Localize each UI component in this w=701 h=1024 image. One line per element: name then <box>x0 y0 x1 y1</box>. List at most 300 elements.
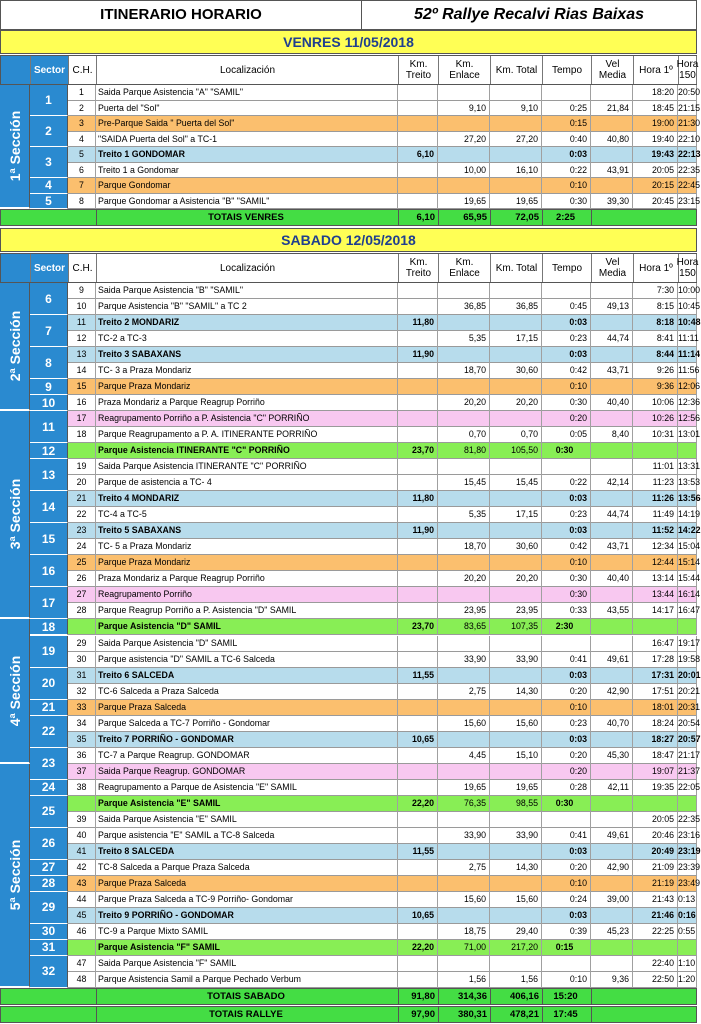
cell-h150 <box>678 940 697 956</box>
cell-ch: 3 <box>68 116 96 132</box>
itinerary-row <box>68 732 701 748</box>
cell-ch: 9 <box>68 283 96 299</box>
cell-loc: Saida Parque Asistencia "B" "SAMIL" <box>96 283 398 299</box>
sector-cell: 13 <box>30 459 68 491</box>
cell-loc: Praza Mondariz a Parque Reagrup Porriño <box>96 571 398 587</box>
cell-km <box>398 828 438 844</box>
total-spacer <box>1 210 97 225</box>
cell-km: 11,80 <box>398 491 438 507</box>
cell-km <box>398 892 438 908</box>
cell-h150: 0:13 <box>678 892 697 908</box>
itinerary-row <box>68 908 697 924</box>
itinerary-row <box>68 636 701 652</box>
cell-tot: 15,60 <box>490 716 542 732</box>
cell-h150: 20:31 <box>678 700 697 716</box>
cell-tem: 0:24 <box>542 892 591 908</box>
sector-cell: 5 <box>30 194 68 210</box>
cell-km <box>398 603 438 619</box>
cell-tem: 0:03 <box>542 491 591 507</box>
cell-h150: 15:04 <box>678 539 697 555</box>
cell-h1: 8:41 <box>633 331 678 347</box>
itinerary-row <box>68 379 701 395</box>
itinerary-row <box>68 812 701 828</box>
day-title: SABADO 12/05/2018 <box>0 228 697 252</box>
cell-tem: 0:03 <box>542 908 591 924</box>
total-spacer <box>1 989 97 1004</box>
cell-loc: Parque Gondomar <box>96 178 398 194</box>
total-tem: 15:20 <box>543 989 592 1004</box>
sector-cell: 7 <box>30 315 68 347</box>
cell-h1: 12:44 <box>633 555 678 571</box>
cell-loc: TC-2 a TC-3 <box>96 331 398 347</box>
itinerary-row <box>68 395 701 411</box>
column-tem: Tempo <box>543 56 592 84</box>
cell-ch: 31 <box>68 668 96 684</box>
cell-loc: Parque Asistencia "B" "SAMIL" a TC 2 <box>96 299 398 315</box>
cell-h1: 11:52 <box>633 523 678 539</box>
cell-ch: 12 <box>68 331 96 347</box>
cell-tot: 107,35 <box>490 619 542 635</box>
cell-enl: 19,65 <box>438 780 490 796</box>
itinerary-row <box>68 924 697 940</box>
cell-enl: 27,20 <box>438 132 490 148</box>
cell-loc: Treito 8 SALCEDA <box>96 844 398 860</box>
cell-h150: 11:14 <box>678 347 697 363</box>
cell-ch: 27 <box>68 587 96 603</box>
cell-loc: Treito 4 MONDARIZ <box>96 491 398 507</box>
cell-h1: 11:01 <box>633 459 678 475</box>
cell-km <box>398 194 438 210</box>
cell-ch: 21 <box>68 491 96 507</box>
cell-tem: 0:03 <box>542 523 591 539</box>
cell-ch: 20 <box>68 475 96 491</box>
cell-h1: 17:28 <box>633 652 678 668</box>
sector-cell: 6 <box>30 283 68 315</box>
cell-ch: 17 <box>68 411 96 427</box>
cell-loc: Pre-Parque Saida " Puerta del Sol" <box>96 116 398 132</box>
cell-km <box>398 684 438 700</box>
cell-loc: Treito 9 PORRIÑO - GONDOMAR <box>96 908 398 924</box>
cell-vel: 49,61 <box>591 652 633 668</box>
cell-km <box>398 507 438 523</box>
cell-vel: 39,30 <box>591 194 633 210</box>
cell-vel: 42,14 <box>591 475 633 491</box>
sector-cell: 10 <box>30 395 68 411</box>
cell-h1: 22:25 <box>633 924 678 940</box>
cell-tem: 0:10 <box>542 972 591 988</box>
cell-loc: Parque Salceda a TC-7 Porriño - Gondomar <box>96 716 398 732</box>
cell-tem: 0:05 <box>542 427 591 443</box>
cell-tot <box>490 555 542 571</box>
cell-h1: 22:40 <box>633 956 678 972</box>
itinerary-row <box>68 147 701 163</box>
cell-h1: 13:44 <box>633 587 678 603</box>
itinerary-row <box>68 972 697 988</box>
section-label: 3ª Sección <box>6 479 23 550</box>
cell-tem <box>542 636 591 652</box>
cell-vel: 45,30 <box>591 748 633 764</box>
cell-tem: 0:23 <box>542 716 591 732</box>
cell-km <box>398 860 438 876</box>
cell-h150: 12:56 <box>678 411 697 427</box>
cell-km: 22,20 <box>398 940 438 956</box>
cell-loc: Saida Parque Asistencia "E" SAMIL <box>96 812 398 828</box>
cell-h1: 12:34 <box>633 539 678 555</box>
cell-tot <box>490 876 542 892</box>
cell-tot: 15,45 <box>490 475 542 491</box>
cell-ch: 15 <box>68 379 96 395</box>
column-h1: Hora 1º <box>634 254 679 282</box>
section-label: 1ª Sección <box>6 110 23 182</box>
cell-ch: 42 <box>68 860 96 876</box>
cell-km <box>398 972 438 988</box>
cell-tot <box>490 85 542 101</box>
cell-ch <box>68 619 96 635</box>
cell-vel <box>591 636 633 652</box>
cell-loc: TC- 3 a Praza Mondariz <box>96 363 398 379</box>
cell-h1: 20:49 <box>633 844 678 860</box>
total-tot: 478,21 <box>491 1007 543 1022</box>
cell-vel <box>591 700 633 716</box>
section-label: 2ª Sección <box>6 310 23 382</box>
cell-h1: 20:05 <box>633 812 678 828</box>
cell-km <box>398 459 438 475</box>
corner-cell <box>1 254 31 282</box>
sector-cell: 2 <box>30 116 68 147</box>
cell-ch: 7 <box>68 178 96 194</box>
cell-loc: TC-8 Salceda a Parque Praza Salceda <box>96 860 398 876</box>
cell-km <box>398 132 438 148</box>
cell-vel <box>591 379 633 395</box>
cell-loc: Treito 5 SABAXANS <box>96 523 398 539</box>
cell-enl: 33,90 <box>438 652 490 668</box>
column-km: Km. Treito <box>399 254 439 282</box>
cell-enl: 2,75 <box>438 684 490 700</box>
column-sector: Sector <box>31 56 69 84</box>
total-enl: 65,95 <box>439 210 491 225</box>
cell-ch: 18 <box>68 427 96 443</box>
total-tot: 406,16 <box>491 989 543 1004</box>
cell-tot: 29,40 <box>490 924 542 940</box>
cell-ch: 48 <box>68 972 96 988</box>
sector-cell: 25 <box>30 796 68 828</box>
cell-tem: 0:10 <box>542 178 591 194</box>
total-enl: 380,31 <box>439 1007 491 1022</box>
cell-vel <box>591 443 633 459</box>
cell-km <box>398 427 438 443</box>
cell-h150 <box>678 443 697 459</box>
cell-h150: 22:10 <box>678 132 697 148</box>
cell-h1: 20:05 <box>633 163 678 179</box>
itinerary-row <box>68 876 701 892</box>
cell-loc: Treito 6 SALCEDA <box>96 668 398 684</box>
cell-ch: 30 <box>68 652 96 668</box>
cell-enl <box>438 636 490 652</box>
cell-h1: 21:43 <box>633 892 678 908</box>
cell-km: 11,55 <box>398 844 438 860</box>
cell-enl: 5,35 <box>438 507 490 523</box>
cell-vel <box>591 908 633 924</box>
cell-tem: 0:30 <box>542 571 591 587</box>
cell-loc: TC-7 a Parque Reagrup. GONDOMAR <box>96 748 398 764</box>
cell-vel <box>591 85 633 101</box>
cell-vel: 43,55 <box>591 603 633 619</box>
cell-enl: 18,70 <box>438 363 490 379</box>
column-h1: Hora 1º <box>634 56 679 84</box>
sector-cell: 12 <box>30 443 68 459</box>
cell-tot: 14,30 <box>490 684 542 700</box>
cell-h150: 1:20 <box>678 972 697 988</box>
cell-h1: 19:07 <box>633 764 678 780</box>
itinerary-row <box>68 116 701 132</box>
section-band <box>0 619 30 763</box>
cell-h1: 7:30 <box>633 283 678 299</box>
cell-tot <box>490 700 542 716</box>
cell-km <box>398 539 438 555</box>
cell-tot: 36,85 <box>490 299 542 315</box>
cell-h150: 22:45 <box>678 178 697 194</box>
cell-ch: 16 <box>68 395 96 411</box>
cell-km <box>398 764 438 780</box>
cell-km <box>398 956 438 972</box>
itinerary-row <box>68 507 701 523</box>
cell-tem: 0:33 <box>542 603 591 619</box>
itinerary-row <box>68 475 701 491</box>
cell-ch: 19 <box>68 459 96 475</box>
column-tot: Km. Total <box>491 56 543 84</box>
cell-tot <box>490 116 542 132</box>
cell-h1: 8:18 <box>633 315 678 331</box>
cell-vel: 44,74 <box>591 507 633 523</box>
cell-tem: 0:10 <box>542 379 591 395</box>
cell-vel: 43,91 <box>591 163 633 179</box>
cell-tem: 0:10 <box>542 876 591 892</box>
cell-h150: 19:58 <box>678 652 697 668</box>
cell-vel: 42,90 <box>591 684 633 700</box>
cell-loc: Parque Asistencia ITINERANTE "C" PORRIÑO <box>96 443 398 459</box>
section-band <box>0 764 30 988</box>
sector-cell: 1 <box>30 85 68 116</box>
cell-h1: 11:23 <box>633 475 678 491</box>
cell-vel: 40,40 <box>591 395 633 411</box>
cell-h150: 10:45 <box>678 299 697 315</box>
itinerary-row <box>68 619 697 635</box>
cell-tot <box>490 587 542 603</box>
cell-h1: 21:46 <box>633 908 678 924</box>
cell-enl <box>438 459 490 475</box>
cell-tem: 0:45 <box>542 299 591 315</box>
cell-ch: 39 <box>68 812 96 828</box>
cell-tem: 0:20 <box>542 860 591 876</box>
cell-tem <box>542 812 591 828</box>
cell-tot: 33,90 <box>490 828 542 844</box>
total-label: TOTAIS VENRES <box>97 210 399 225</box>
cell-vel <box>591 555 633 571</box>
itinerary-row <box>68 780 701 796</box>
cell-h1: 18:47 <box>633 748 678 764</box>
cell-tot: 27,20 <box>490 132 542 148</box>
cell-tot <box>490 315 542 331</box>
section-label: 4ª Sección <box>6 655 23 726</box>
cell-h1 <box>633 443 678 459</box>
cell-vel <box>591 956 633 972</box>
cell-km <box>398 475 438 491</box>
cell-h150: 21:15 <box>678 101 697 117</box>
cell-km <box>398 299 438 315</box>
cell-km <box>398 116 438 132</box>
cell-vel <box>591 411 633 427</box>
itinerary-row <box>68 587 701 603</box>
cell-tem: 0:23 <box>542 507 591 523</box>
document-title: ITINERARIO HORARIO <box>100 6 262 23</box>
cell-h1: 13:14 <box>633 571 678 587</box>
cell-vel: 40,40 <box>591 571 633 587</box>
cell-loc: Puerta del "Sol" <box>96 101 398 117</box>
cell-tem: 0:30 <box>542 194 591 210</box>
cell-h1: 8:44 <box>633 347 678 363</box>
itinerary-row <box>68 85 701 101</box>
cell-ch: 13 <box>68 347 96 363</box>
cell-ch: 46 <box>68 924 96 940</box>
column-h150: Hora 150 <box>679 254 697 282</box>
cell-enl <box>438 668 490 684</box>
cell-km <box>398 555 438 571</box>
section-band <box>0 85 30 209</box>
cell-tem: 0:30 <box>542 443 591 459</box>
cell-tot <box>490 283 542 299</box>
itinerary-row <box>68 363 700 379</box>
cell-vel: 45,23 <box>591 924 633 940</box>
cell-enl: 5,35 <box>438 331 490 347</box>
cell-tem: 0:30 <box>542 587 591 603</box>
total-km: 91,80 <box>399 989 439 1004</box>
cell-km <box>398 780 438 796</box>
cell-km <box>398 283 438 299</box>
cell-h150: 10:00 <box>678 283 697 299</box>
cell-vel <box>591 116 633 132</box>
cell-h150: 15:14 <box>678 555 697 571</box>
section-band <box>0 283 30 411</box>
cell-tot: 217,20 <box>490 940 542 956</box>
cell-ch: 34 <box>68 716 96 732</box>
cell-km <box>398 716 438 732</box>
cell-vel <box>591 347 633 363</box>
itinerary-row <box>68 892 697 908</box>
itinerary-row <box>68 668 701 684</box>
cell-loc: Parque Asistencia "E" SAMIL <box>96 796 398 812</box>
cell-loc: Parque asistencia "E" SAMIL a TC-8 Salceda <box>96 828 398 844</box>
cell-tem: 0:03 <box>542 147 591 163</box>
total-km: 6,10 <box>399 210 439 225</box>
cell-tem: 0:20 <box>542 748 591 764</box>
cell-tot: 23,95 <box>490 603 542 619</box>
column-tem: Tempo <box>543 254 592 282</box>
itinerary-row <box>68 684 701 700</box>
cell-vel: 42,90 <box>591 860 633 876</box>
cell-h150: 10:48 <box>678 315 697 331</box>
sector-cell: 20 <box>30 668 68 700</box>
column-vel: Vel Media <box>592 254 634 282</box>
cell-enl: 18,70 <box>438 539 490 555</box>
itinerary-row <box>68 283 701 299</box>
cell-tot <box>490 347 542 363</box>
cell-h1: 18:01 <box>633 700 678 716</box>
cell-h150: 14:22 <box>678 523 697 539</box>
column-tot: Km. Total <box>491 254 543 282</box>
cell-loc: Reagrupamento a Parque de Asistencia "E" SAMIL <box>96 780 398 796</box>
cell-h1: 18:45 <box>633 101 678 117</box>
cell-h150: 13:01 <box>678 427 697 443</box>
cell-h1: 9:26 <box>633 363 678 379</box>
cell-tot <box>490 147 542 163</box>
cell-h150: 23:15 <box>678 194 697 210</box>
cell-tot <box>490 491 542 507</box>
cell-tot: 15,60 <box>490 892 542 908</box>
cell-ch <box>68 796 96 812</box>
cell-loc: Treito 2 MONDARIZ <box>96 315 398 331</box>
cell-km <box>398 636 438 652</box>
cell-ch: 28 <box>68 603 96 619</box>
cell-vel: 40,70 <box>591 716 633 732</box>
cell-h1: 19:35 <box>633 780 678 796</box>
cell-h1: 11:26 <box>633 491 678 507</box>
cell-h1: 18:20 <box>633 85 678 101</box>
cell-tot: 19,65 <box>490 194 542 210</box>
cell-vel <box>591 491 633 507</box>
cell-loc: Parque Praza Salceda <box>96 700 398 716</box>
cell-tem: 0:23 <box>542 331 591 347</box>
cell-tem: 0:41 <box>542 652 591 668</box>
total-tem: 17:45 <box>543 1007 592 1022</box>
total-km: 97,90 <box>399 1007 439 1022</box>
cell-enl <box>438 178 490 194</box>
cell-enl: 20,20 <box>438 571 490 587</box>
column-loc: Localización <box>97 254 399 282</box>
cell-loc: Treito 7 PORRIÑO - GONDOMAR <box>96 732 398 748</box>
itinerary-row <box>68 652 701 668</box>
cell-tot <box>490 764 542 780</box>
cell-h150: 20:01 <box>678 668 697 684</box>
cell-tot: 16,10 <box>490 163 542 179</box>
cell-loc: TC-4 a TC-5 <box>96 507 398 523</box>
cell-h1: 19:00 <box>633 116 678 132</box>
cell-enl <box>438 956 490 972</box>
cell-enl: 15,45 <box>438 475 490 491</box>
cell-vel: 8,40 <box>591 427 633 443</box>
cell-tot <box>490 732 542 748</box>
cell-tot <box>490 459 542 475</box>
cell-tem: 0:10 <box>542 700 591 716</box>
cell-h150: 22:05 <box>678 780 697 796</box>
cell-loc: Praza Mondariz a Parque Reagrup Porriño <box>96 395 398 411</box>
sector-cell: 3 <box>30 147 68 178</box>
cell-h150: 22:35 <box>678 163 697 179</box>
cell-ch: 8 <box>68 194 96 210</box>
cell-h1 <box>633 619 678 635</box>
cell-vel: 9,36 <box>591 972 633 988</box>
cell-h150: 20:54 <box>678 716 697 732</box>
cell-vel <box>591 619 633 635</box>
total-tem: 2:25 <box>543 210 592 225</box>
cell-vel <box>591 668 633 684</box>
sector-cell: 29 <box>30 892 68 924</box>
cell-enl <box>438 379 490 395</box>
cell-h1: 19:40 <box>633 132 678 148</box>
cell-tot <box>490 636 542 652</box>
cell-tem <box>542 956 591 972</box>
cell-km: 22,20 <box>398 796 438 812</box>
column-sector: Sector <box>31 254 69 282</box>
